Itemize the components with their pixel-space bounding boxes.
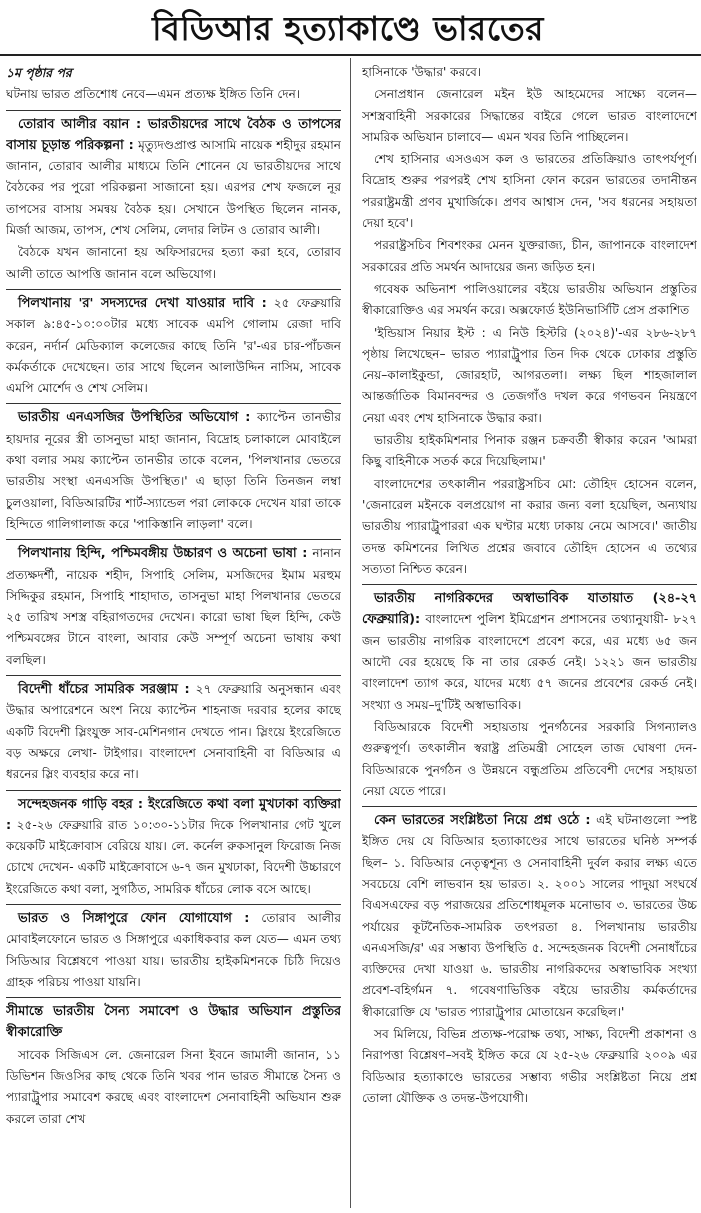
paragraph: ২৫ ফেব্রুয়ারি সকাল ৯:৪৫-১০:০০টার মধ্যে সাবেক এমপি গোলাম রেজা দাবি করেন, নর্দার্ন মেডিক্যাল কলেজের কাছে তিনি 'র'-এর চার-পাঁচজন কর্মকর্তাকে দেখেছেন। তার সাথে ছিলেন আলাউদ্দিন নাসিম, সাবেক এমপি মোর্শেদ ও শেখ সেলিম। xyxy=(6,295,341,396)
section-hindi-accent xyxy=(6,543,341,671)
subheading: বিদেশী ধাঁচের সামরিক সরঞ্জাম : xyxy=(18,682,190,698)
subheading: পিলখানায় হিন্দি, পশ্চিমবঙ্গীয় উচ্চারণ ও অচেনা ভাষা : xyxy=(18,546,308,562)
headline: বিডিআর হত্যাকাণ্ডে ভারতের xyxy=(152,9,544,48)
paragraph: গবেষক অভিনাশ পালিওয়ালের বইয়ে ভারতীয় অভিযান প্রস্তুতির স্বীকারোক্তিও এর সমর্থন করে। অক্সফোর্ড ইউনিভার্সিটি প্রেস প্রকাশিত xyxy=(362,281,697,318)
paragraph: ২৭ ফেব্রুয়ারি অনুসন্ধান এবং উদ্ধার অপারেশনে অংশ নিয়ে ক্যাপ্টেন শাহনাজ দরবার হলের কাছে একটি বিদেশী স্লিংযুক্ত সাব-মেশিনগান দেখতে পান। স্লিংয়ে ইংরেজিতে বড় অক্ষরে লেখা- টাইগার। বাংলাদেশ সেনাবাহিনী বা বিডিআর এ ধরনের স্লিং ব্যবহার করে না। xyxy=(6,682,341,782)
left-column xyxy=(6,62,341,1208)
paragraph: শেখ হাসিনার এসওএস কল ও ভারতের প্রতিক্রিয়াও তাৎপর্যপূর্ণ। বিদ্রোহ শুরুর পরপরই শেখ হাসিনা ফোন করেন ভারতের তদানীন্তন পররাষ্ট্রমন্ত্রী প্রণব মুখার্জিকে। প্রণব আশ্বাস দেন, 'সব ধরনের সহায়তা দেয়া হবে'। xyxy=(362,152,697,231)
continued-marker: ১ম পৃষ্ঠার পর xyxy=(6,65,72,80)
section-rule xyxy=(6,997,341,998)
subheading: পিলখানায় 'র' সদস্যদের দেখা যাওয়ার দাবি : xyxy=(18,295,267,311)
section-raw-members xyxy=(6,293,341,399)
section-rule xyxy=(6,110,341,111)
paragraph: পররাষ্ট্রসচিব শিবশংকর মেনন যুক্তরাজ্য, চীন, জাপানকে বাংলাদেশ সরকারের প্রতি সমর্থন আদায়ের জন্য জড়িত হন। xyxy=(362,238,697,274)
subheading: কেন ভারতের সংশ্লিষ্টতা নিয়ে প্রশ্ন ওঠে : xyxy=(374,813,591,829)
section-rule xyxy=(6,539,341,540)
paragraph: সব মিলিয়ে, বিভিন্ন প্রত্যক্ষ-পরোক্ষ তথ্য, সাক্ষ্য, বিদেশী প্রকাশনা ও নিরাপত্তা বিশ্লেষণ–সবই ইঙ্গিত করে যে ২৫-২৬ ফেব্রুয়ারি ২০০৯ এর বিডিআর হত্যাকাণ্ডে ভারতের সম্ভাব্য গভীর সংশ্লিষ্টতা নিয়ে প্রশ্ন তোলা যৌক্তিক ও তদন্ত-উপযোগী। xyxy=(362,1027,697,1105)
paragraph: এই ঘটনাগুলো স্পষ্ট ইঙ্গিত দেয় যে বিডিআর হত্যাকাণ্ডের সাথে ভারতের ঘনিষ্ঠ সম্পর্ক ছিল– ১. বিডিআর নেতৃত্বশূন্য ও সেনাবাহিনী দুর্বল করার লক্ষ্য এতে সবচেয়ে বেশি লাভবান হয় ভারত। ২. ২০০১ সালের পাদুয়া সংঘর্ষে বিএসএফের বড় পরাজয়ের প্রতিশোধমূলক মনোভাব ৩. ভারতের উচ্চ পর্যায়ের কূটনৈতিক-সামরিক তৎপরতা ৪. পিলখানায় ভারতীয় এনএসজি/র' এর সম্ভাব্য উপস্থিতি ৫. সন্দেহজনক বিদেশী সেনাধাঁচের ব্যক্তিদের দেখা যাওয়া ৬. ভারতীয় নাগরিকদের অস্বাভাবিক সংখ্যা প্রবেশ-বহির্গমন ৭. গবেষণাভিত্তিক বইয়ে ভারতীয় কর্মকর্তাদের স্বীকারোক্তি যে 'ভারত প্যারাট্রুপার মোতায়েন করেছিল।' xyxy=(362,813,697,1019)
headline-rule xyxy=(0,54,701,56)
section-rule xyxy=(6,904,341,905)
subheading: ভারত ও সিঙ্গাপুরে ফোন যোগাযোগ : xyxy=(18,910,250,926)
subheading: ভারতীয় নাগরিকদের অস্বাভাবিক যাতায়াত (২৪-২৭ ফেব্রুয়ারি): xyxy=(362,591,697,628)
paragraph: নানান প্রত্যক্ষদর্শী, নায়েক শহীদ, সিপাহি সেলিম, মসজিদের ইমাম মরহুম সিদ্দিকুর রহমান, সিপাহি শাহাদাত, তাসনুভা মাহা পিলখানার ভেতরে ২৫ তারিখ সশস্ত্র বহিরাগতদের দেখেন। কারো ভাষা ছিল হিন্দি, কেউ পশ্চিমবঙ্গের টানে বাংলা, আবার কেউ সম্পূর্ণ অচেনা ভাষায় কথা বলছিল। xyxy=(6,546,341,667)
paragraph: 'ইন্ডিয়াস নিয়ার ইস্ট : এ নিউ হিস্টরি (২০২৪)'-এর ২৮৬-২৮৭ পৃষ্ঠায় লিখেছেন– ভারত প্যারাট্রুপার তিন দিক থেকে ঢোকার প্রস্তুতি নেয়–কালাইকুন্ডা, জোরহাট, আগরতলা। লক্ষ্য ছিল শাহজালাল আন্তর্জাতিক বিমানবন্দর ও তেজগাঁও দখল করে গণভবন নিয়ন্ত্রণে নেয়া এবং শেখ হাসিনাকে উদ্ধার করা। xyxy=(362,325,697,425)
right-column xyxy=(362,62,697,1208)
section-why-india xyxy=(362,810,697,1023)
subheading: সন্দেহজনক গাড়ি বহর : ইংরেজিতে কথা বলা মুখঢাকা ব্যক্তিরা : xyxy=(6,796,341,833)
subheading: ভারতীয় এনএসজির উপস্থিতির অভিযোগ : xyxy=(18,410,251,426)
paragraph: হাসিনাকে 'উদ্ধার' করবে। xyxy=(362,65,482,79)
paragraph: তোরাব আলীর মোবাইলফোনে ভারত ও সিঙ্গাপুরে একাধিকবার কল যেত— এমন তথ্য সিডিআর বিশ্লেষণে পাওয়া যায়। ভারতীয় হাইকমিশনকে চিঠি দিয়েও গ্রাহক পরিচয় পাওয়া যায়নি। xyxy=(6,910,341,989)
section-rule xyxy=(6,289,341,290)
paragraph: ২৫-২৬ ফেব্রুয়ারি রাত ১০:৩০-১১টার দিকে পিলখানার গেট খুলে কয়েকটি মাইক্রোবাস বেরিয়ে যায়। লে. কর্নেল রুকসানুল ফিরোজ নিজ চোখে দেখেন- একটি মাইক্রোবাসে ৬-৭ জন মুখঢাকা, বিদেশী উচ্চারণে ইংরেজিতে কথা বলা, সুগঠিত, সামরিক ধাঁচের লোক বসে আছে। xyxy=(6,817,341,896)
section-phone-contacts xyxy=(6,908,341,993)
paragraph: বিডিআরকে বিদেশী সহায়তায় পুনর্গঠনের সরকারি সিগন্যালও গুরুত্বপূর্ণ। তৎকালীন স্বরাষ্ট্র প্রতিমন্ত্রী সোহেল তাজ ঘোষণা দেন- বিডিআরকে পুনর্গঠন ও উন্নয়নে বন্ধুপ্রতিম প্রতিবেশী দেশের সহায়তা নেয়া যেতে পারে। xyxy=(362,719,697,798)
paragraph: বাংলাদেশ পুলিশ ইমিগ্রেশন প্রশাসনের তথ্যানুযায়ী- ৮২৭ জন ভারতীয় নাগরিক বাংলাদেশে প্রবেশ করে, এর মধ্যে ৬৫ জন আদৌ বের হয়েছে কি না তার রেকর্ড নেই। ১২২১ জন ভারতীয় বাংলাদেশ ত্যাগ করে, যাদের মধ্যে ৫৭ জনের প্রবেশের রেকর্ড নেই। সংখ্যা ও সময়–দু'টিই অস্বাভাবিক। xyxy=(362,612,697,712)
column-divider xyxy=(350,58,351,1208)
paragraph: বৈঠকে যখন জানানো হয় অফিসারদের হত্যা করা হবে, তোরাব আলী তাতে আপত্তি জানান বলে অভিযোগ। xyxy=(6,245,341,281)
paragraph: ভারতীয় হাইকমিশনার পিনাক রঞ্জন চক্রবর্তী স্বীকার করেন 'আমরা কিছু বাহিনীকে সতর্ক করে দিয়েছিলাম।' xyxy=(362,433,697,469)
paragraph: ক্যাপ্টেন তানভীর হায়দার নূরের স্ত্রী তাসনুভা মাহা জানান, বিদ্রোহ চলাকালে মোবাইলে কথা বলার সময় ক্যাপ্টেন তানভীর তাকে বলেন, 'পিলখানার ভেতরে ভারতীয় সংস্থা এনএসজি উপস্থিত।' এ ছাড়া তিনি তিনজন লম্বা চুলওয়ালা, বিডিআরটির শার্ট-স্যান্ডেল পরা লোককে দেখেন যারা তাকে হিন্দিতে গালিগালাজ করে 'পাকিস্তানি লাড়লা' বলে। xyxy=(6,410,341,531)
paragraph: বাংলাদেশের তৎকালীন পররাষ্ট্রসচিব মো: তৌহিদ হোসেন বলেন, 'জেনারেল মইনকে বলপ্রয়োগ না করার জন্য বলা হয়েছিল, অন্যথায় ভারতীয় প্যারাট্রুপাররা এক ঘণ্টার মধ্যে ঢাকায় নেমে আসবে।' জাতীয় তদন্ত কমিশনের লিখিত প্রশ্নের জবাবে তৌহিদ হোসেন এ তথ্যের সত্যতা নিশ্চিত করেন। xyxy=(362,476,697,576)
paragraph: মৃত্যুদণ্ডপ্রাপ্ত আসামি নায়েক শহীদুর রহমান জানান, তোরাব আলীর মাধ্যমে তিনি শোনেন যে ভারতীয়দের সাথে বৈঠকের পর পুরো পরিকল্পনা সাজানো হয়। এরপর শেখ ফজলে নূর তাপসের বাসায় সমন্বয় বৈঠক হয়। সেখানে উপস্থিত ছিলেন নানক, মির্জা আজম, তাপস, শেখ সেলিম, লেদার লিটন ও তোরাব আলী। xyxy=(6,137,341,238)
section-rule xyxy=(6,675,341,676)
section-torab-ali xyxy=(6,114,341,242)
section-rule xyxy=(6,403,341,404)
paragraph: সাবেক সিজিএস লে. জেনারেল সিনা ইবনে জামালী জানান, ১১ ডিভিশন জিওসির কাছ থেকে তিনি খবর পান ভারত সীমান্তে সৈন্য ও প্যারাট্রুপার সমাবেশ করছে এবং বাংলাদেশ সেনাবাহিনী অভিযান শুরু করলে তারা শেখ xyxy=(6,1047,341,1126)
section-foreign-equipment xyxy=(6,679,341,785)
section-rule xyxy=(362,806,697,807)
section-border-troops xyxy=(6,1001,341,1044)
section-rule xyxy=(362,584,697,585)
section-suspicious-convoy xyxy=(6,794,341,900)
subheading: সীমান্তে ভারতীয় সৈন্য সমাবেশ ও উদ্ধার অভিযান প্রস্তুতির স্বীকারোক্তি xyxy=(6,1004,341,1041)
paragraph: সেনাপ্রধান জেনারেল মইন ইউ আহমেদের সাক্ষ্যে বলেন— সশস্ত্রবাহিনী সরকারের সিদ্ধান্তের বাইরে গেলে ভারত বাংলাদেশে সামরিক অভিযান চালাবে— এমন খবর তিনি পাচ্ছিলেন। xyxy=(362,87,697,144)
section-indian-citizens xyxy=(362,588,697,716)
paragraph: ঘটনায় ভারত প্রতিশোধ নেবে—এমন প্রত্যক্ষ ইঙ্গিত তিনি দেন। xyxy=(6,87,301,102)
section-nsg-presence xyxy=(6,407,341,535)
section-rule xyxy=(6,790,341,791)
subheading: তোরাব আলীর বয়ান : ভারতীয়দের সাথে বৈঠক ও তাপসের বাসায় চূড়ান্ত পরিকল্পনা : xyxy=(6,116,341,153)
